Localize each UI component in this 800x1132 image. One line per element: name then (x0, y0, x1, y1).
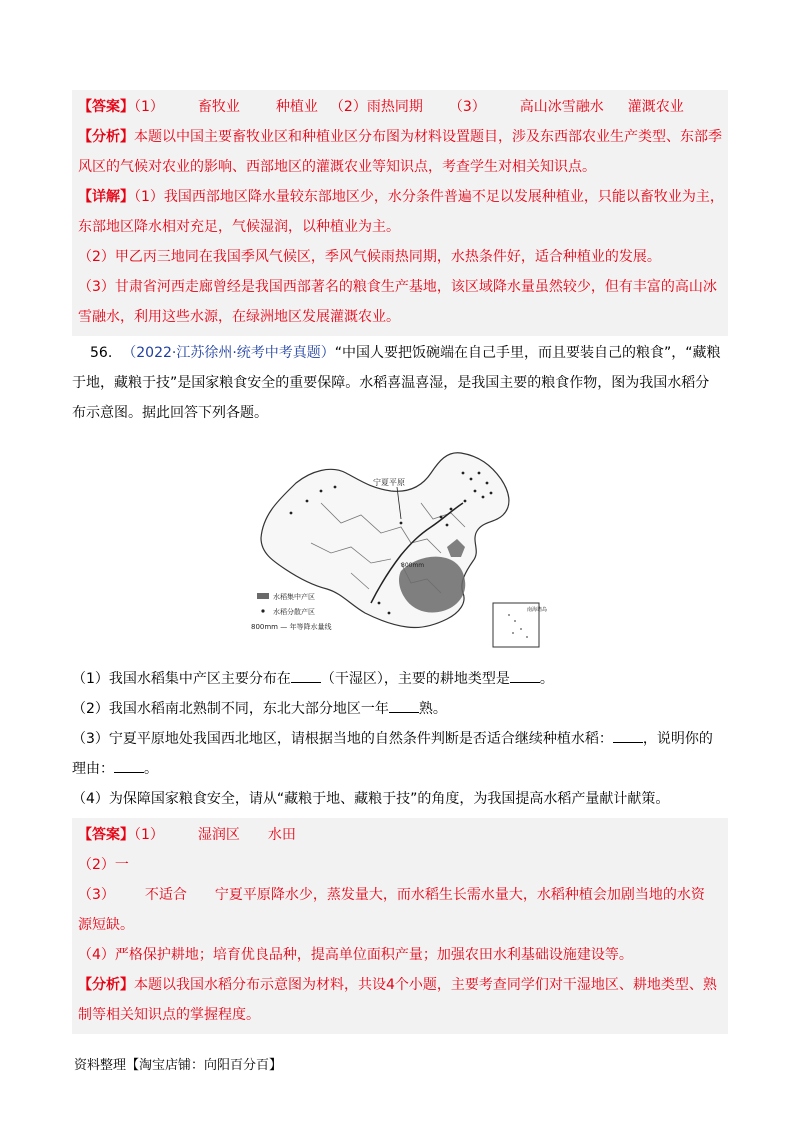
answer-block-56 (72, 818, 728, 1034)
sub-question-text: （2）我国水稻南北熟制不同，东北大部分地区一年 (72, 701, 389, 717)
analysis-line (78, 1000, 724, 1030)
answer-text: 湿润区 (197, 827, 240, 843)
answer-line (78, 910, 724, 940)
answer-text: （4）严格保护耕地；培育优良品种，提高单位面积产量；加强农田水利基础设施建设等。 (78, 947, 633, 963)
sub-question-text: （干湿区），主要的耕地类型是 (320, 671, 510, 687)
answer-line (78, 880, 724, 910)
detail-line (78, 272, 724, 302)
legend-concentrated: 水稻集中产区 (273, 593, 315, 601)
question-text: 布示意图。据此回答下列各题。 (72, 405, 268, 421)
question-stem (72, 398, 728, 428)
legend-concentrated-swatch (257, 593, 269, 599)
answer-text: 水田 (267, 827, 296, 843)
answer-text: 宁夏平原降水少，蒸发量大，而水稻生长需水量大，水稻种植会加剧当地的水资 (214, 887, 705, 903)
analysis-text: 制等相关知识点的掌握程度。 (78, 1007, 260, 1023)
detail-line (78, 302, 724, 332)
answer-line (78, 940, 724, 970)
answer-tag: 【答案】 (78, 99, 134, 115)
sub-question-3 (72, 724, 728, 754)
answer-line (78, 850, 724, 880)
sub-question-text: （3）宁夏平原地处我国西北地区，请根据当地的自然条件判断是否适合继续种植水稻： (72, 731, 613, 747)
answer-text: 灌溉农业 (627, 99, 684, 115)
sub-question-text: 。 (539, 671, 554, 687)
inset-label: 南海诸岛 (527, 607, 548, 613)
answer-num: （1） (134, 827, 164, 843)
sub-question-text: 理由： (72, 761, 114, 777)
question-text: “中国人要把饭碗端在自己手里，而且要装自己的粮食”，“藏粮 (334, 345, 721, 361)
answer-blank[interactable] (291, 668, 321, 683)
inset-islands (508, 614, 528, 638)
detail-line (78, 242, 724, 272)
detail-text: 东部地区降水相对充足，气候湿润，以种植业为主。 (78, 219, 400, 235)
question-text: 于地，藏粮于技”是国家粮食安全的重要保障。水稻喜温喜湿，是我国主要的粮食作物，图为我国水稻分 (72, 375, 710, 391)
china-map-svg (251, 443, 551, 651)
sub-question-text: （1）我国水稻集中产区主要分布在 (72, 671, 291, 687)
answer-num: （3） (78, 887, 115, 903)
answer-text: （2）一 (78, 857, 129, 873)
sub-question-2 (72, 694, 728, 724)
answer-text: 种植业 (275, 99, 318, 115)
page-content (72, 90, 728, 428)
label-isoline: 800mm (401, 562, 425, 569)
detail-text: （2）甲乙丙三地同在我国季风气候区，季风气候雨热同期，水热条件好，适合种植业的发展。 (78, 249, 661, 265)
sub-question-text: 。 (144, 761, 158, 777)
sub-question-1 (72, 664, 728, 694)
answer-text: 畜牧业 (197, 99, 240, 115)
answer-text: （2）雨热同期 (329, 99, 423, 115)
answer-blank[interactable] (114, 758, 144, 773)
analysis-text: 本题以我国水稻分布示意图为材料，共设4个小题，主要考查同学们对干湿地区、耕地类型、熟 (134, 977, 717, 993)
sub-question-3-cont (72, 754, 728, 784)
analysis-text: 本题以中国主要畜牧业区和种植业区分布图为材料设置题目，涉及东西部农业生产类型、东部季 (134, 129, 722, 145)
question-number: 56. (90, 345, 113, 361)
question-source: （2022·江苏徐州·统考中考真题） (122, 345, 335, 361)
answer-blank[interactable] (510, 668, 540, 683)
analysis-line (78, 152, 724, 182)
detail-line (78, 212, 724, 242)
answer-block-55 (72, 90, 728, 336)
detail-tag: 【详解】 (78, 189, 134, 205)
analysis-text: 风区的气候对农业的影响、西部地区的灌溉农业等知识点，考查学生对相关知识点。 (78, 159, 596, 175)
analysis-tag: 【分析】 (78, 977, 134, 993)
detail-text: 雪融水，利用这些水源，在绿洲地区发展灌溉农业。 (78, 309, 400, 325)
answer-text: 源短缺。 (78, 917, 134, 933)
legend-isoline: 800mm — 年等降水量线 (251, 623, 332, 631)
legend-scattered-swatch (261, 609, 264, 612)
sub-question-text: 熟。 (418, 701, 447, 717)
answer-text: 高山冰雪融水 (519, 99, 604, 115)
footer-note: 资料整理【淘宝店铺：向阳百分百】 (74, 1058, 283, 1073)
analysis-line (78, 970, 724, 1000)
answer-text: 不适合 (144, 887, 187, 903)
label-ningxia: 宁夏平原 (373, 478, 405, 487)
sub-questions (72, 664, 728, 1034)
detail-text: （1）我国西部地区降水量较东部地区少，水分条件普遍不足以发展种植业，只能以畜牧业为主， (134, 189, 724, 205)
question-56 (72, 338, 728, 428)
answer-blank[interactable] (389, 698, 419, 713)
detail-line (78, 182, 724, 212)
answer-blank[interactable] (613, 728, 643, 743)
rice-distribution-map (251, 443, 551, 651)
analysis-tag: 【分析】 (78, 129, 134, 145)
answer-num: （1） (134, 99, 164, 115)
question-stem (72, 368, 728, 398)
question-stem (72, 338, 728, 368)
answer-num: （3） (448, 99, 486, 115)
answer-tag: 【答案】 (78, 827, 134, 843)
sub-question-text: ，说明你的 (642, 731, 713, 747)
analysis-line (78, 122, 724, 152)
legend-scattered: 水稻分散产区 (273, 608, 315, 616)
detail-text: （3）甘肃省河西走廊曾经是我国西部著名的粮食生产基地，该区域降水量虽然较少，但有丰富的高山冰 (78, 279, 717, 295)
answer-line (78, 92, 724, 122)
sub-question-4 (72, 784, 728, 814)
sub-question-text: （4）为保障国家粮食安全，请从“藏粮于地、藏粮于技”的角度，为我国提高水稻产量献计献策。 (72, 791, 670, 807)
answer-line (78, 820, 724, 850)
